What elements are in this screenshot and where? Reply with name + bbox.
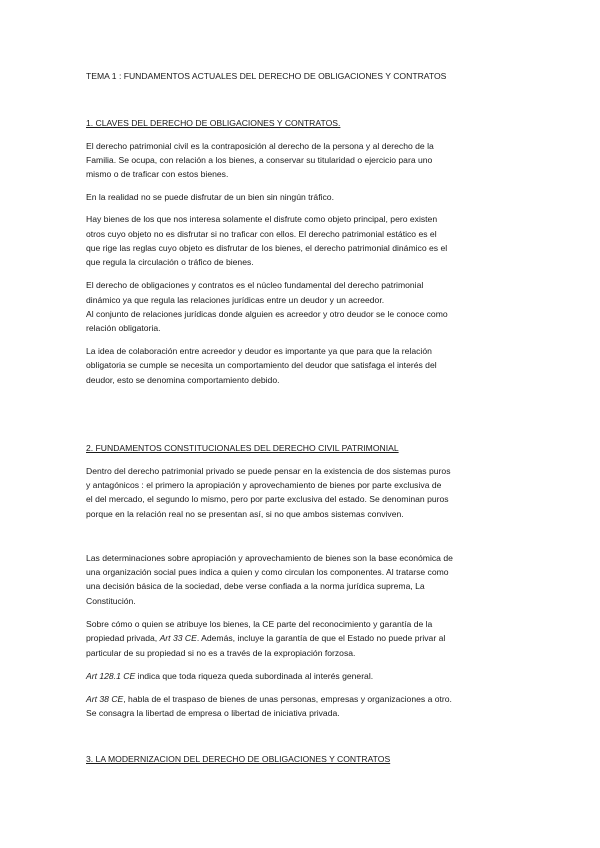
paragraph-line: Dentro del derecho patrimonial privado se puede pensar en la existencia de dos sistemas puros bbox=[86, 466, 451, 476]
section-1-heading: 1. CLAVES DEL DERECHO DE OBLIGACIONES Y CONTRATOS. bbox=[86, 118, 341, 128]
paragraph-line: El derecho patrimonial civil es la contraposición al derecho de la persona y al derecho de la bbox=[86, 141, 434, 151]
section-3-heading: 3. LA MODERNIZACION DEL DERECHO DE OBLIGACIONES Y CONTRATOS bbox=[86, 754, 391, 764]
paragraph-line: mismo o de traficar con estos bienes. bbox=[86, 169, 229, 179]
document-title: TEMA 1 : FUNDAMENTOS ACTUALES DEL DERECHO DE OBLIGACIONES Y CONTRATOS bbox=[86, 71, 447, 81]
paragraph-line: Hay bienes de los que nos interesa solamente el disfrute como objeto principal, pero existen bbox=[86, 214, 438, 224]
paragraph-line bbox=[86, 671, 373, 682]
paragraph-line: deudor, esto se denomina comportamiento debido. bbox=[86, 375, 280, 385]
paragraph-line bbox=[86, 633, 445, 644]
paragraph-line: relación obligatoria. bbox=[86, 323, 161, 333]
paragraph-line: y antagónicos : el primero la apropiación y aprovechamiento de bienes por parte exclusiva de bbox=[86, 480, 442, 490]
text-run: , habla de el traspaso de bienes de unas personas, empresas y organizaciones a otro. bbox=[123, 694, 452, 704]
paragraph-line: Se consagra la libertad de empresa o libertad de iniciativa privada. bbox=[86, 708, 340, 718]
article-reference: Art 33 CE bbox=[159, 633, 197, 643]
paragraph-line: porque en la relación real no se presentan así, si no que ambos sistemas conviven. bbox=[86, 509, 404, 519]
text-run: propiedad privada, bbox=[86, 633, 160, 643]
article-reference: Art 38 CE bbox=[86, 694, 124, 704]
article-reference: Art 128.1 CE bbox=[86, 671, 136, 681]
paragraph-line bbox=[86, 694, 452, 705]
text-run: indica que toda riqueza queda subordinada al interés general. bbox=[135, 671, 374, 681]
paragraph-line: La idea de colaboración entre acreedor y deudor es importante ya que para que la relación bbox=[86, 346, 432, 356]
paragraph-line: otros cuyo objeto no es disfrutar si no traficar con ellos. El derecho patrimonial estático es el bbox=[86, 229, 437, 239]
paragraph-line: particular de su propiedad si no es a través de la expropiación forzosa. bbox=[86, 648, 356, 658]
paragraph-line: que rige las reglas cuyo objeto es disfrutar de los bienes, el derecho patrimonial dinámico es el bbox=[86, 243, 448, 253]
paragraph-line: Constitución. bbox=[86, 596, 136, 606]
paragraph-line: Sobre cómo o quien se atribuye los bienes, la CE parte del reconocimiento y garantía de la bbox=[86, 619, 433, 629]
paragraph-line: Las determinaciones sobre apropiación y aprovechamiento de bienes son la base económica de bbox=[86, 553, 453, 563]
paragraph-line: dinámico ya que regula las relaciones jurídicas entre un deudor y un acreedor. bbox=[86, 295, 385, 305]
paragraph-line: una organización social pues indica a quien y como circulan los componentes. Al tratarse como bbox=[86, 567, 449, 577]
paragraph-line: En la realidad no se puede disfrutar de un bien sin ningún tráfico. bbox=[86, 192, 334, 202]
text-run: . Además, incluye la garantía de que el Estado no puede privar al bbox=[196, 633, 446, 643]
paragraph-line: El derecho de obligaciones y contratos es el núcleo fundamental del derecho patrimonial bbox=[86, 280, 424, 290]
paragraph-line: el del mercado, el segundo lo mismo, pero por parte exclusiva del estado. Se denominan puros bbox=[86, 494, 449, 504]
paragraph-line: Al conjunto de relaciones jurídicas donde alguien es acreedor y otro deudor se le conoce como bbox=[86, 309, 448, 319]
paragraph-line: obligatoria se cumple se necesita un comportamiento del deudor que satisfaga el interés del bbox=[86, 360, 437, 370]
paragraph-line: una decisión básica de la sociedad, debe verse confiada a la norma jurídica suprema, La bbox=[86, 581, 425, 591]
paragraph-line: que regula la circulación o tráfico de bienes. bbox=[86, 257, 254, 267]
section-2-heading: 2. FUNDAMENTOS CONSTITUCIONALES DEL DERECHO CIVIL PATRIMONIAL bbox=[86, 443, 399, 453]
paragraph-line: Familia. Se ocupa, con relación a los bienes, a conservar su titularidad o ejercicio para uno bbox=[86, 155, 433, 165]
